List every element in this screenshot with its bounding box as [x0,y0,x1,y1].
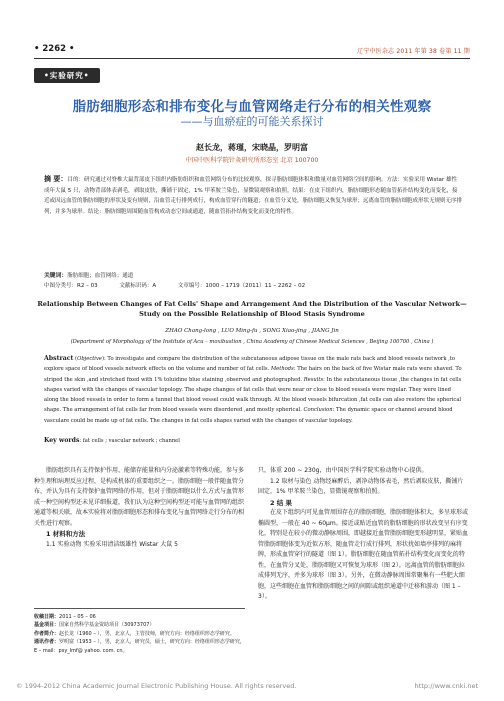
heading-materials: 1 材料和方法 [46,530,86,538]
chinese-abstract [44,174,462,217]
clc-number: 中图分类号：R2 – 03 [44,283,98,289]
en-keywords-label: Key words [44,437,80,444]
cnki-link[interactable]: http://www.cnki.net [414,682,478,690]
methods-body: 动物经麻醉后，剥净动物体表毛，然后剥取皮肤，撕铺片固定，1% 甲苯胺兰染色，显微镜观察和拍照。 [258,477,464,495]
intro-paragraph: 脂肪组织具有支持保护作用、能储存能量和内分泌激素等特殊功能，参与多种生理和病理反应过程，是构成机体的重要组织之一。脂肪细胞一般伴随血管分布，并认为具有支持保护血管网络的作用，但对于脂肪细胞以什么方式与血管形成一种空间构型还未见详细报道，我们认为这种空间构型还可能与血管网的组织通道等相关联，故本实验将对脂肪细胞形态和排布变化与血管网络走行分布的相关性进行观察。 [34,467,245,527]
methods-text: The hairs on the back of five Wistar male rats were shaved. To striped the skin ,and stretched fixed with 1% toluidine blue staining ,observed and photographed. [44,366,462,383]
conclusion-label: Conclusion [303,407,333,414]
doc-code: 文献标识码：A [119,283,157,289]
en-keywords-text: fat cells ; vascular network ; channel [82,438,180,444]
conclusion-text: The dynamic space or channel around blood vasculare could be made up of fat cells. The changes in fat cells shapes varied with the changes of vascular topology. [44,407,453,424]
animals-continued: 只，体重 200 ~ 230g，由中国医学科学院实验动物中心提供。 [258,467,428,474]
english-affiliation: (Department of Morphology of the Institute of Acu – moxibustion , China Academy of Chinese Medical Sciences , Beijing 100700 , China ) [70,339,434,345]
author-bio: 作者简介：赵长龙（1960 – ），男，北京人，主管技师，研究方向：经络组织形态学研究。 [34,630,235,637]
classification-line [44,281,325,289]
affiliation: 中国中医科学院针灸研究所形态室 北京 100700 [185,157,319,164]
article-number: 文章编号：1000 – 1719（2011）11 – 2262 – 02 [177,283,306,289]
section-badge: •实验研究• [34,68,100,83]
header-rule [34,58,470,59]
english-abstract: Abstract (Objective): To investigate and compare the distribution of the subcutaneous adipose tissue on the male rats back and blood vessels network ,to explore space of blood vessels network effects on the volume and number of fat cells. Methods: The hairs on the back of five Wistar male rats were shaved. To striped the skin ,and stretched fixed with 1% toluidine blue staining ,observed and photographed. Results: In the subcutaneous tissue ,the changes in fat cells shapes varied with the changes of vascular topology. The shape changes of fat cells that were near or close to blood vessels were regular. They were lined along the blood vessels in order to form a tunnel that blood vessel could walk through. At the blood vessels bifurcation ,fat cells can also restore the spherical shape. The arrangement of fat cells far from blood vessels were disordered ,and mostly spherical. Conclusion: The dynamic space or channel around blood vasculare could be made up of fat cells. The changes in fat cells shapes varied with the changes of vascular topology. [44,355,462,424]
results-paragraph: 在皮下组织内可见血管周围存在的脂肪细胞，脂肪细胞体积大，多呈球形或椭圆型，一般在 40 ~ 60μm。接近或贴近血管的脂肪细胞的形状改变呈有序变化，特别是在较小的微动静脉周围，即越接近血管脂肪细胞变形越明显，紧贴血管脂肪细胞体变为近似方形，随血管走行成行排列，形状扰如墙亭排列的麻将牌，形成血管穿行的隧道（图 1）。脂肪细胞在随血管拓扑结构变化而变化的特性，在血管分叉处，脂肪细胞又可恢复为球形（图 2）。远离血管的脂肪细胞拉成排列无序，并多为球形（图 3）。另外，在微动静脉周围常聚集有一些肥大细胞，这些细胞在血管和脂肪细胞之间的间隙或组织通道中迁移和游动（图 1 – 3）。 [258,509,469,600]
english-authors: ZHAO Chang-long , LUO Ming-fu , SONG Xiao-jing , JIANG Jin [165,328,339,334]
heading-methods: 1.2 取材与染色 [270,477,312,485]
footnote-rule [34,608,245,609]
abstract-label: 摘 要： [44,175,68,183]
objective-text: To investigate and compare the distribution of the subcutaneous adipose tissue on the male rats back and blood vessels network ,to explore space of blood vessels network effects on the volume and number of fat cells. [44,356,456,373]
animals-text: 实验采用清洁级雄性 Wistar 大鼠 5 [83,540,179,548]
keywords-text: 脂肪细胞；血管网络；通道 [67,273,134,279]
results-label: Results [303,376,324,383]
page-number: • 2262 • [34,44,75,54]
english-title: Relationship Between Changes of Fat Cells' Shape and Arrangement And the Distribution of the Vascular Network—Study on the Possible Relationship of Blood Stasis Syndrome [37,300,467,318]
fund-project: 基金项目：国家自然科学基金资助项目（30973707） [34,622,155,629]
corresponding-author: 通讯作者：罗明富（1953 – ），男，北京人，研究员，硕士，研究方向：经络组织形态学研究，E – mail：psy_lmf@ yahoo. com. cn。 [34,639,245,654]
en-abstract-label: Abstract [44,355,74,362]
footnotes [34,613,245,655]
received-date: 收稿日期：2011 – 05 – 06 [34,614,96,620]
authors: 赵长龙，蒋瑾，宋晓晶，罗明富 [196,143,308,152]
results-text: In the subcutaneous tissue ,the changes in fat cells shapes varied with the changes of vascular topology. The shape changes of fat cells that were near or close to blood vessels were regular. They were lined along the blood vessels in order to form a tunnel that blood vessel could walk through. At the blood vessels bifurcation ,fat cells can also restore the spherical shape. The arrangement of fat cells far from blood vessels were disordered ,and mostly spherical. [44,376,462,414]
methods-label: Methods [270,366,294,373]
heading-results: 2 结 果 [270,498,293,507]
keywords-label: 关键词： [44,273,68,279]
journal-header: 辽宁中医杂志 2011 年第 38 卷第 11 期 [357,48,470,55]
objective-label: Objective [77,356,102,362]
methods-paragraph [258,477,469,498]
abstract-text: 目的：研究通过对脊椎大鼠背部皮下组织内脂肪组织和血管网络分布的比较观察，探寻脂肪细胞体积和数量对血管网络空间的影响。方法：实验采用 Wistar 雄性成年大鼠 5 只，动物背部体表剥毛，剥取皮肤，撕铺于固定，1% 甲苯胺兰染色，显微镜观察和拍照。结果：在皮下组织内，脂肪细胞形态随血管拓扑结构变化而变化，接近或因远血管的脂肪细胞的形状及变有规则，沿血管走行排列成行，构成血管穿行的隧道；在血管分叉处，脂肪细胞又恢复为球形；远离血管的脂肪细胞成形状无规则无序排列，并多为球形。结论：脂肪细胞周围随血管构成动态空间或通道，随血管拓扑结构变化而变化的特性。 [44,177,463,215]
copyright-text: © 1994-2012 China Academic Journal Electronic Publishing House. All rights reserved. [16,682,297,690]
english-keywords: Key words: fat cells ; vascular network ; channel [44,437,180,444]
chinese-keywords [44,270,133,279]
body-left-column [34,466,245,550]
animals-paragraph [34,540,245,551]
article-title: 脂肪细胞形态和排布变化与血管网络走行分布的相关性观察 [72,99,432,115]
article-subtitle: ——与血瘀症的可能关系探讨 [180,115,324,128]
copyright-bar [0,680,504,696]
body-right-column [258,466,469,603]
heading-animals: 1.1 实验动物 [46,540,82,548]
